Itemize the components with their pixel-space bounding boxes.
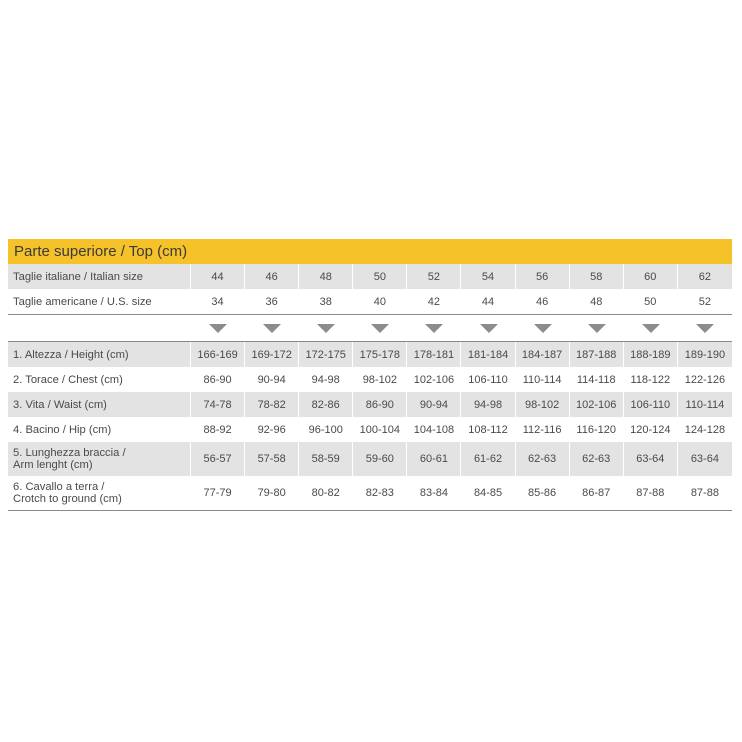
size-cell: 54 xyxy=(461,264,515,289)
row-label: 2. Torace / Chest (cm) xyxy=(8,367,191,392)
triangle-down-icon xyxy=(588,324,606,333)
triangle-down-icon xyxy=(642,324,660,333)
size-cell: 62-63 xyxy=(516,442,570,476)
arrow-cell xyxy=(516,315,570,341)
size-cell: 100-104 xyxy=(353,417,407,442)
triangle-down-icon xyxy=(317,324,335,333)
size-cell: 78-82 xyxy=(245,392,299,417)
size-cell: 52 xyxy=(678,289,732,314)
triangle-down-icon xyxy=(371,324,389,333)
size-cell: 42 xyxy=(407,289,461,314)
size-cell: 50 xyxy=(624,289,678,314)
size-cell: 56-57 xyxy=(191,442,245,476)
triangle-down-icon xyxy=(209,324,227,333)
arrow-cell xyxy=(407,315,461,341)
row-label: 1. Altezza / Height (cm) xyxy=(8,342,191,367)
size-cell: 40 xyxy=(353,289,407,314)
size-cell: 63-64 xyxy=(678,442,732,476)
size-cell: 60 xyxy=(624,264,678,289)
size-cell: 86-90 xyxy=(353,392,407,417)
size-cell: 90-94 xyxy=(407,392,461,417)
size-cell: 58-59 xyxy=(299,442,353,476)
size-cell: 77-79 xyxy=(191,476,245,510)
size-cell: 96-100 xyxy=(299,417,353,442)
size-cell: 87-88 xyxy=(624,476,678,510)
size-cell: 122-126 xyxy=(678,367,732,392)
size-cell: 83-84 xyxy=(407,476,461,510)
size-cell: 94-98 xyxy=(461,392,515,417)
triangle-down-icon xyxy=(425,324,443,333)
size-cell: 56 xyxy=(516,264,570,289)
row-label: Taglie americane / U.S. size xyxy=(8,289,191,314)
size-cell: 114-118 xyxy=(570,367,624,392)
row-label-line: 6. Cavallo a terra / xyxy=(13,480,105,493)
size-cell: 79-80 xyxy=(245,476,299,510)
size-cell: 112-116 xyxy=(516,417,570,442)
row-label: 4. Bacino / Hip (cm) xyxy=(8,417,191,442)
size-cell: 120-124 xyxy=(624,417,678,442)
triangle-down-icon xyxy=(534,324,552,333)
size-cell: 108-112 xyxy=(461,417,515,442)
size-chart xyxy=(8,239,732,511)
size-cell: 184-187 xyxy=(516,342,570,367)
size-cell: 44 xyxy=(461,289,515,314)
triangle-down-icon xyxy=(480,324,498,333)
size-cell: 82-86 xyxy=(299,392,353,417)
size-cell: 110-114 xyxy=(678,392,732,417)
size-cell: 57-58 xyxy=(245,442,299,476)
size-cell: 104-108 xyxy=(407,417,461,442)
size-cell: 118-122 xyxy=(624,367,678,392)
size-cell: 74-78 xyxy=(191,392,245,417)
size-cell: 38 xyxy=(299,289,353,314)
size-cell: 106-110 xyxy=(624,392,678,417)
size-cell: 90-94 xyxy=(245,367,299,392)
size-cell: 187-188 xyxy=(570,342,624,367)
size-cell: 181-184 xyxy=(461,342,515,367)
row-label: 3. Vita / Waist (cm) xyxy=(8,392,191,417)
size-cell: 110-114 xyxy=(516,367,570,392)
size-cell: 189-190 xyxy=(678,342,732,367)
arrow-cell xyxy=(570,315,624,341)
row-label-line: Arm lenght (cm) xyxy=(13,459,93,471)
size-cell: 166-169 xyxy=(191,342,245,367)
size-cell: 98-102 xyxy=(353,367,407,392)
size-cell: 46 xyxy=(245,264,299,289)
bottom-divider xyxy=(8,510,732,511)
row-label xyxy=(8,442,191,476)
size-cell: 60-61 xyxy=(407,442,461,476)
size-cell: 92-96 xyxy=(245,417,299,442)
arrow-cell xyxy=(191,315,245,341)
size-cell: 102-106 xyxy=(570,392,624,417)
size-cell: 46 xyxy=(516,289,570,314)
size-cell: 175-178 xyxy=(353,342,407,367)
size-cell: 102-106 xyxy=(407,367,461,392)
arrow-cell xyxy=(353,315,407,341)
arrow-spacer xyxy=(8,315,191,341)
arrow-cell xyxy=(245,315,299,341)
size-cell: 188-189 xyxy=(624,342,678,367)
size-cell: 50 xyxy=(353,264,407,289)
row-label: Taglie italiane / Italian size xyxy=(8,264,191,289)
triangle-down-icon xyxy=(263,324,281,333)
size-cell: 86-90 xyxy=(191,367,245,392)
size-cell: 94-98 xyxy=(299,367,353,392)
size-cell: 36 xyxy=(245,289,299,314)
size-cell: 88-92 xyxy=(191,417,245,442)
size-cell: 84-85 xyxy=(461,476,515,510)
size-cell: 80-82 xyxy=(299,476,353,510)
size-cell: 63-64 xyxy=(624,442,678,476)
size-cell: 116-120 xyxy=(570,417,624,442)
size-cell: 34 xyxy=(191,289,245,314)
arrow-cell xyxy=(461,315,515,341)
size-cell: 106-110 xyxy=(461,367,515,392)
arrow-cell xyxy=(624,315,678,341)
size-cell: 82-83 xyxy=(353,476,407,510)
size-chart-title: Parte superiore / Top (cm) xyxy=(8,239,732,264)
size-cell: 48 xyxy=(299,264,353,289)
size-cell: 44 xyxy=(191,264,245,289)
size-cell: 85-86 xyxy=(516,476,570,510)
arrow-cell xyxy=(299,315,353,341)
size-cell: 87-88 xyxy=(678,476,732,510)
size-cell: 48 xyxy=(570,289,624,314)
size-cell: 52 xyxy=(407,264,461,289)
row-label xyxy=(8,476,191,510)
size-cell: 62 xyxy=(678,264,732,289)
size-cell: 124-128 xyxy=(678,417,732,442)
size-cell: 59-60 xyxy=(353,442,407,476)
size-cell: 98-102 xyxy=(516,392,570,417)
size-cell: 86-87 xyxy=(570,476,624,510)
triangle-down-icon xyxy=(696,324,714,333)
size-cell: 58 xyxy=(570,264,624,289)
size-cell: 62-63 xyxy=(570,442,624,476)
size-cell: 169-172 xyxy=(245,342,299,367)
row-label-line: Crotch to ground (cm) xyxy=(13,493,122,505)
size-cell: 61-62 xyxy=(461,442,515,476)
size-cell: 178-181 xyxy=(407,342,461,367)
size-cell: 172-175 xyxy=(299,342,353,367)
arrow-cell xyxy=(678,315,732,341)
row-label-line: 5. Lunghezza braccia / xyxy=(13,446,126,459)
